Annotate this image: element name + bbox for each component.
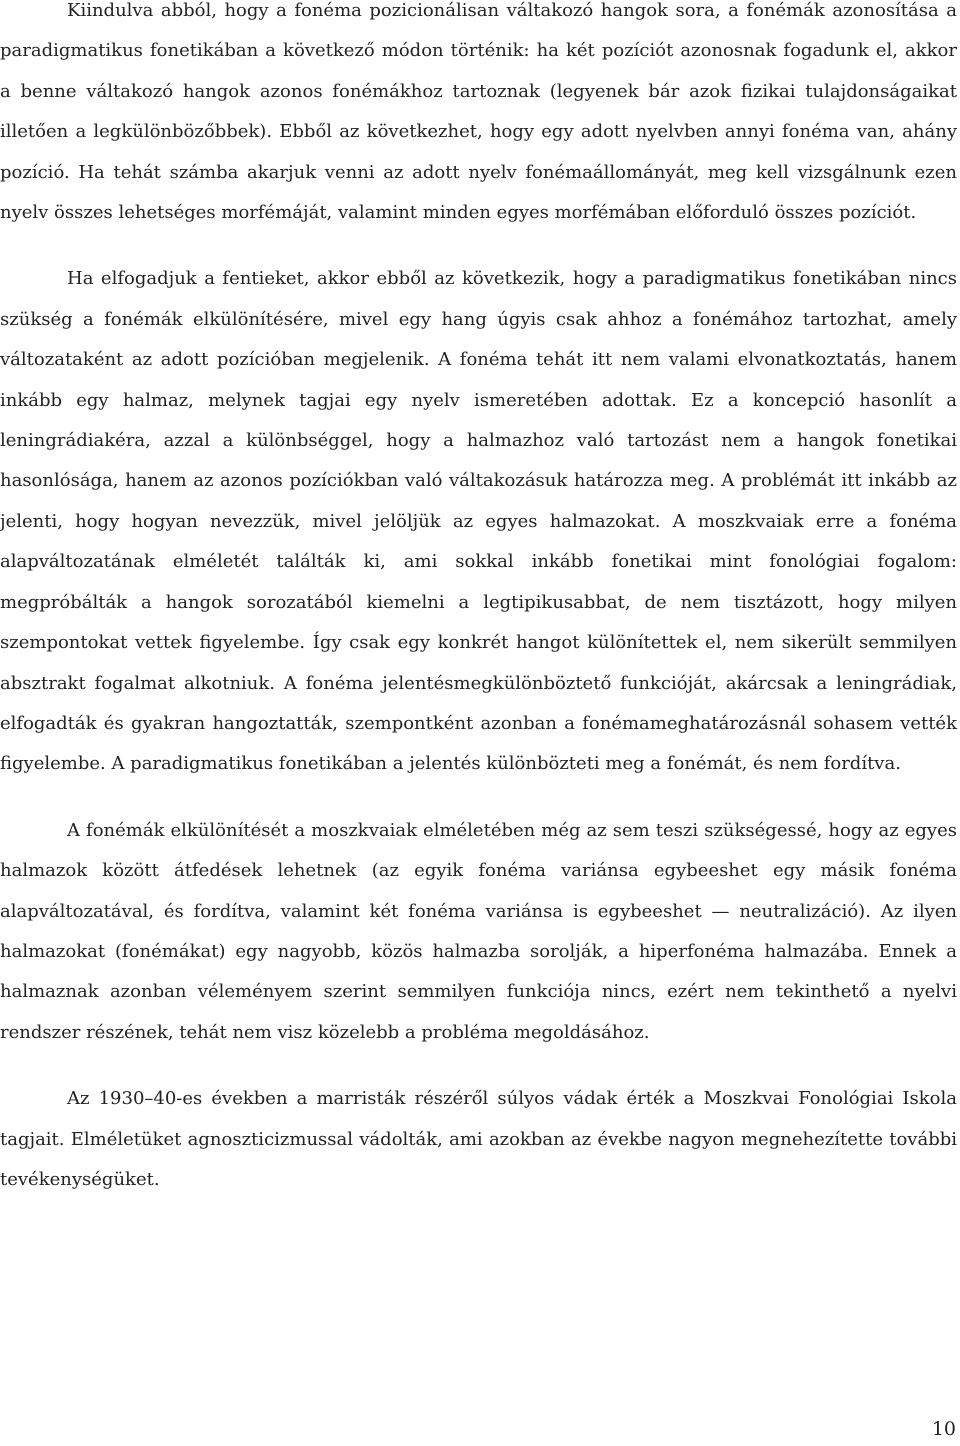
paragraph-3: A fonémák elkülönítését a moszkvaiak elméletében még az sem teszi szükségessé, hogy az egyes halmazok között átfedések lehetnek (az egyik fonéma variánsa egybeeshet egy másik fonéma alapváltozatával, és fordítva, valamint két fonéma variánsa is egybeeshet — neutralizáció). Az ilyen halmazokat (fonémákat) egy nagyobb, közös halmazba sorolják, a hiperfonéma halmazába. Ennek a halmaznak azonban véleményem szerint semmilyen funkciója nincs, ezért nem tekinthető a nyelvi rendszer részének, tehát nem visz közelebb a probléma megoldásához. bbox=[0, 819, 957, 1043]
paragraph-2: Ha elfogadjuk a fentieket, akkor ebből az következik, hogy a paradigmatikus fonetikában nincs szükség a fonémák elkülönítésére, mivel egy hang úgyis csak ahhoz a fonémához tartozhat, amely változataként az adott pozícióban megjelenik. A fonéma tehát itt nem valami elvonatkoztatás, hanem inkább egy halmaz, melynek tagjai egy nyelv ismeretében adottak. Ez a koncepció hasonlít a leningrádiakéra, azzal a különbséggel, hogy a halmazhoz való tartozást nem a hangok fonetikai hasonlósága, hanem az azonos pozíciókban való váltakozásuk határozza meg. A problémát itt inkább az jelenti, hogy hogyan nevezzük, mivel jelöljük az egyes halmazokat. A moszkvaiak erre a fonéma alapváltozatának elméletét találták ki, ami sokkal inkább fonetikai mint fonológiai fogalom: megpróbálták a hangok sorozatából kiemelni a legtipikusabbat, de nem tisztázott, hogy milyen szempontokat vettek figyelembe. Így csak egy konkrét hangot különítettek el, nem sikerült semmilyen absztrakt fogalmat alkotniuk. A fonéma jelentésmegkülönböztető funkcióját, akárcsak a leningrádiak, elfogadták és gyakran hangoztatták, szempontként azonban a fonémameghatározásnál sohasem vették figyelembe. A paradigmatikus fonetikában a jelentés különbözteti meg a fonémát, és nem fordítva. bbox=[0, 268, 957, 775]
page-number: 10 bbox=[931, 1418, 956, 1440]
paragraph-4: Az 1930–40-es években a marristák részéről súlyos vádak érték a Moszkvai Fonológiai Iskola tagjait. Elméletüket agnoszticizmussal vádolták, ami azokban az évekbe nagyon megnehezítette további tevékenységüket. bbox=[0, 1088, 957, 1190]
paragraph-1: Kiindulva abból, hogy a fonéma pozicionálisan váltakozó hangok sora, a fonémák azonosítása a paradigmatikus fonetikában a következő módon történik: ha két pozíciót azonosnak fogadunk el, akkor a benne váltakozó hangok azonos fonémákhoz tartoznak (legyenek bár azok fizikai tulajdonságaikat illetően a legkülönbözőbbek). Ebből az következhet, hogy egy adott nyelvben annyi fonéma van, ahány pozíció. Ha tehát számba akarjuk venni az adott nyelv fonémaállományát, meg kell vizsgálnunk ezen nyelv összes lehetséges morfémáját, valamint minden egyes morfémában előforduló összes pozíciót. bbox=[0, 0, 957, 224]
